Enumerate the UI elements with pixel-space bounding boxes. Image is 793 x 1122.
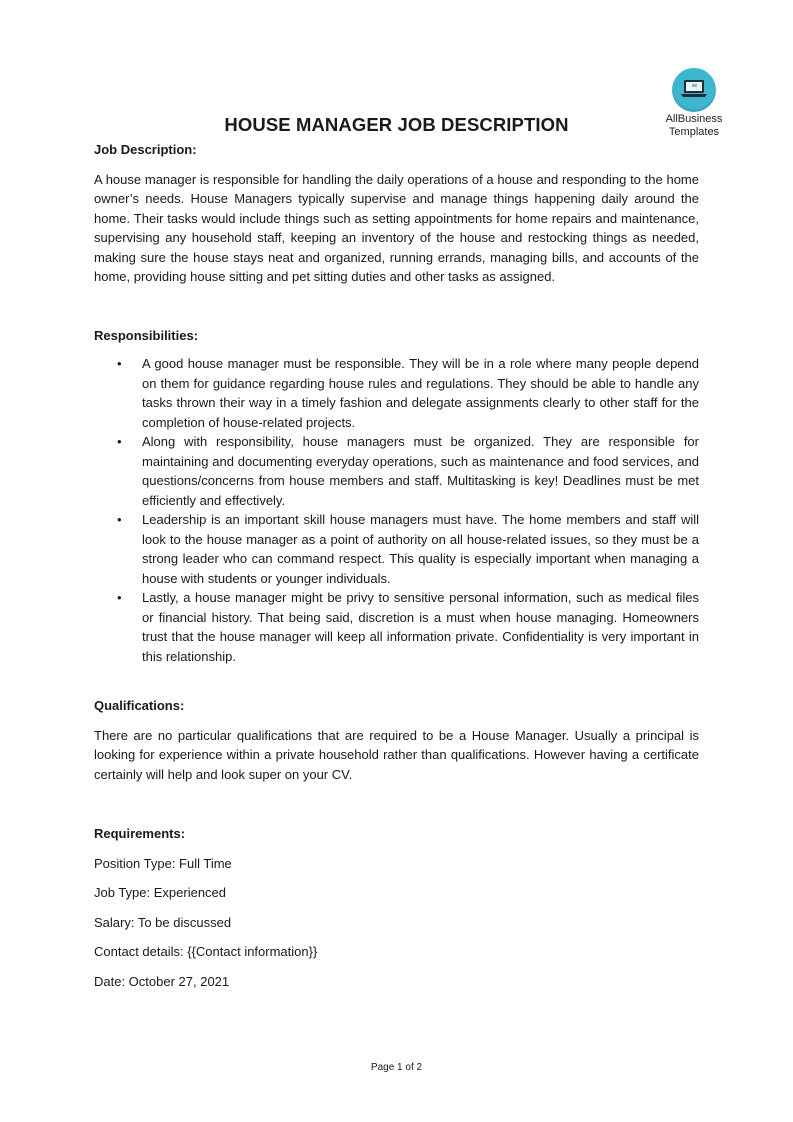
- page-footer: Page 1 of 2: [370, 1062, 423, 1073]
- responsibilities-list: [94, 354, 699, 666]
- requirements-heading: Requirements:: [94, 826, 186, 841]
- bullet-marker: •: [117, 512, 122, 527]
- list-item: [94, 354, 699, 432]
- job-type: Job Type: Experienced: [94, 885, 227, 900]
- contact-details: Contact details: {{Contact information}}: [94, 944, 318, 959]
- responsibilities-heading: Responsibilities:: [94, 327, 199, 343]
- salary: Salary: To be discussed: [94, 914, 232, 930]
- logo-text-line2: Templates: [668, 126, 720, 138]
- job-description-heading: Job Description:: [94, 142, 197, 157]
- laptop-icon: [672, 68, 716, 112]
- list-item-text: Leadership is an important skill house managers must have. The home members and staff will look to the house manager as a point of authority on all house-related issues, so they must be a strong leader who can command respect. This quality is especially important when managing a house with students or younger individuals.: [142, 512, 699, 586]
- list-item-text: Along with responsibility, house managers must be organized. They are responsible for maintaining and documenting everyday operations, such as maintenance and food services, and questions/concerns from house members and staff. Multitasking is key! Deadlines must be met efficiently and effectively.: [142, 434, 699, 508]
- position-type: Position Type: Full Time: [94, 855, 232, 871]
- list-item: [94, 588, 699, 666]
- date: Date: October 27, 2021: [94, 973, 230, 989]
- logo-text-line1: AllBusiness: [665, 113, 723, 125]
- list-item: [94, 510, 699, 588]
- bullet-marker: •: [117, 590, 122, 605]
- page-title: HOUSE MANAGER JOB DESCRIPTION: [224, 114, 569, 135]
- list-item-text: Lastly, a house manager might be privy to sensitive personal information, such as medical files or financial history. That being said, discretion is a must when house managing. Homeowners trust that the house manager will keep all information private. Confidentiality is very important in this relationship.: [142, 590, 699, 664]
- document-body: [94, 140, 699, 991]
- list-item: [94, 432, 699, 510]
- list-item-text: A good house manager must be responsible. They will be in a role where many people depend on them for guidance regarding house rules and regulations. They should be able to handle any tasks thrown their way in a timely fashion and delegate assignments clearly to other staff for the completion of house-related projects.: [142, 356, 699, 430]
- qualifications-heading: Qualifications:: [94, 698, 185, 713]
- bullet-marker: •: [117, 434, 122, 449]
- job-description-text: A house manager is responsible for handling the daily operations of a house and responding to the home owner’s needs. House Managers typically supervise and manage things happening daily around the home. Their tasks would include things such as setting appointments for home repairs and maintenance, supervising any household staff, keeping an inventory of the house and restocking things as needed, making sure the house stays neat and organized, running errands, managing bills, and accounts of the home, providing house sitting and pet sitting duties and other tasks as assigned.: [94, 171, 699, 284]
- qualifications-text: There are no particular qualifications that are required to be a House Manager. Usually a principal is looking for experience within a private household rather than qualifications. However having a certificate certainly will help and look super on your CV.: [94, 727, 699, 782]
- bullet-marker: •: [117, 356, 122, 371]
